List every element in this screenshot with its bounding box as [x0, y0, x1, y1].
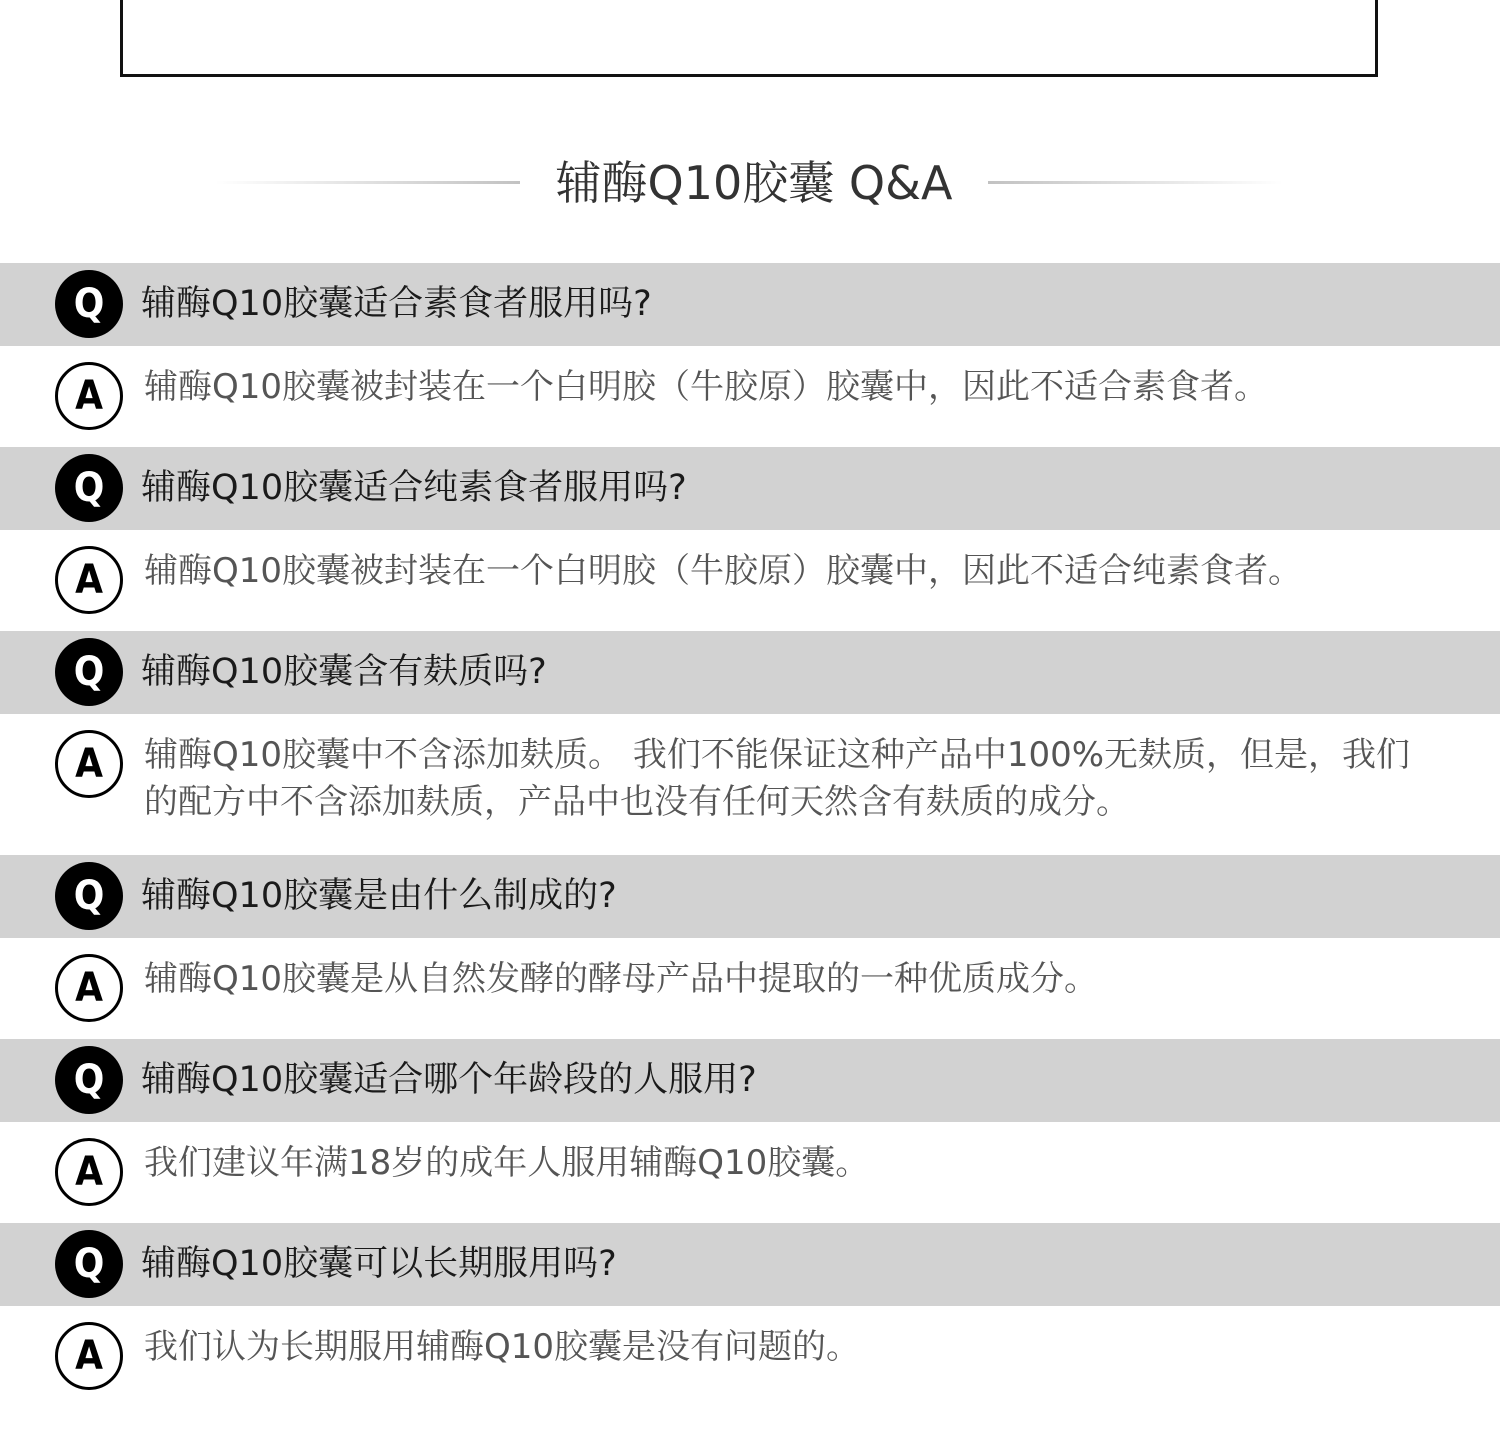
answer-text: 辅酶Q10胶囊中不含添加麸质。 我们不能保证这种产品中100%无麸质，但是，我们的配方中不含添加麸质，产品中也没有任何天然含有麸质的成分。: [144, 735, 1411, 822]
answer-row: [0, 938, 1500, 1039]
question-badge-icon: Q: [55, 1046, 123, 1114]
question-text: 辅酶Q10胶囊适合哪个年龄段的人服用?: [141, 1060, 757, 1100]
answer-text: 辅酶Q10胶囊被封装在一个白明胶（牛胶原）胶囊中，因此不适合素食者。: [144, 367, 1269, 407]
question-text: 辅酶Q10胶囊是由什么制成的?: [141, 876, 617, 916]
section-title: 辅酶Q10胶囊 Q&A: [555, 156, 953, 210]
answer-badge-icon: A: [55, 954, 123, 1022]
question-text: 辅酶Q10胶囊含有麸质吗?: [141, 652, 547, 692]
answer-badge-icon: A: [55, 730, 123, 798]
answer-row: [0, 530, 1500, 631]
question-badge-icon: Q: [55, 270, 123, 338]
section-header: [0, 150, 1500, 216]
answer-badge-icon: A: [55, 1138, 123, 1206]
question-row: [0, 855, 1500, 938]
answer-row: [0, 714, 1500, 855]
question-badge-icon: Q: [55, 1230, 123, 1298]
question-text: 辅酶Q10胶囊适合纯素食者服用吗?: [141, 468, 687, 508]
question-row: [0, 1223, 1500, 1306]
answer-badge-icon: A: [55, 1322, 123, 1390]
section-divider-left: [215, 181, 520, 184]
qa-list: [0, 263, 1500, 1411]
question-row: [0, 631, 1500, 714]
answer-row: [0, 1306, 1500, 1411]
top-frame-box: [120, 0, 1378, 77]
question-row: [0, 447, 1500, 530]
answer-row: [0, 1122, 1500, 1223]
answer-text: 我们建议年满18岁的成年人服用辅酶Q10胶囊。: [144, 1143, 870, 1183]
question-row: [0, 263, 1500, 346]
answer-text: 辅酶Q10胶囊被封装在一个白明胶（牛胶原）胶囊中，因此不适合纯素食者。: [144, 551, 1303, 591]
answer-text: 我们认为长期服用辅酶Q10胶囊是没有问题的。: [144, 1327, 861, 1367]
question-text: 辅酶Q10胶囊可以长期服用吗?: [141, 1244, 617, 1284]
question-badge-icon: Q: [55, 862, 123, 930]
question-badge-icon: Q: [55, 454, 123, 522]
question-row: [0, 1039, 1500, 1122]
answer-badge-icon: A: [55, 362, 123, 430]
answer-row: [0, 346, 1500, 447]
question-badge-icon: Q: [55, 638, 123, 706]
answer-text: 辅酶Q10胶囊是从自然发酵的酵母产品中提取的一种优质成分。: [144, 959, 1099, 999]
section-divider-right: [988, 181, 1283, 184]
question-text: 辅酶Q10胶囊适合素食者服用吗?: [141, 284, 652, 324]
answer-badge-icon: A: [55, 546, 123, 614]
